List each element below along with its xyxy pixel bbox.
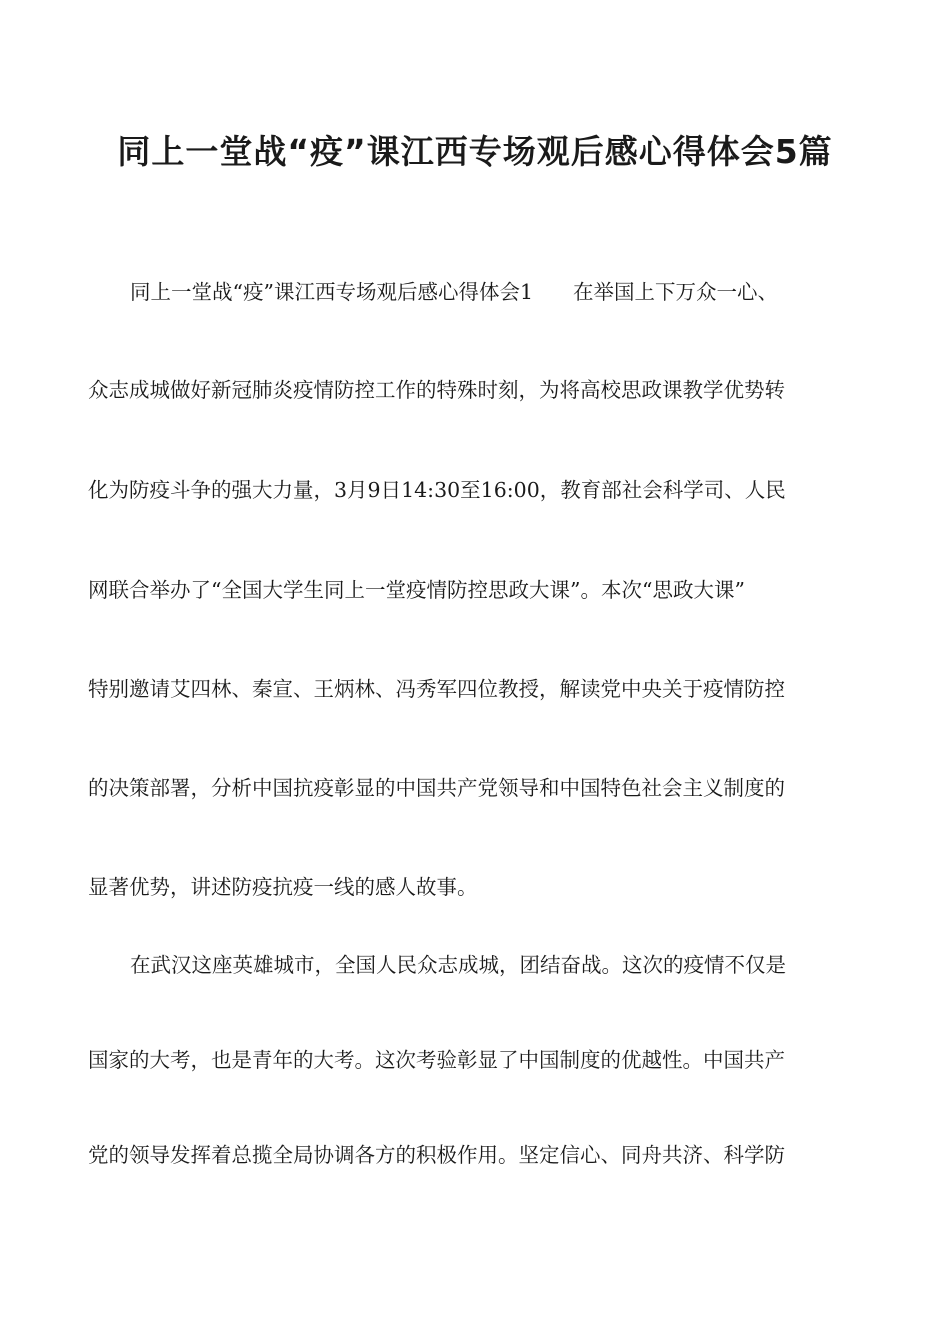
paragraph-1-line-5: 特别邀请艾四林、秦宣、王炳林、冯秀军四位教授，解读党中央关于疫情防控 — [88, 677, 785, 701]
paragraph-1-line-2: 众志成城做好新冠肺炎疫情防控工作的特殊时刻，为将高校思政课教学优势转 — [88, 378, 785, 402]
paragraph-1-line-7: 显著优势，讲述防疫抗疫一线的感人故事。 — [88, 875, 478, 899]
paragraph-1-line-1: 在举国上下万众一心、 — [573, 280, 779, 304]
paragraph-1-heading: 同上一堂战“疫”课江西专场观后感心得体会1 — [130, 280, 534, 304]
paragraph-1-line-6: 的决策部署，分析中国抗疫彰显的中国共产党领导和中国特色社会主义制度的 — [88, 776, 785, 800]
paragraph-2-line-2: 国家的大考，也是青年的大考。这次考验彰显了中国制度的优越性。中国共产 — [88, 1048, 785, 1072]
paragraph-2-line-1: 在武汉这座英雄城市，全国人民众志成城，团结奋战。这次的疫情不仅是 — [130, 953, 786, 977]
paragraph-1-line-3: 化为防疫斗争的强大力量，3月9日14:30至16:00，教育部社会科学司、人民 — [88, 478, 786, 502]
paragraph-2-line-3: 党的领导发挥着总揽全局协调各方的积极作用。坚定信心、同舟共济、科学防 — [88, 1143, 785, 1167]
paragraph-1-first-line — [130, 277, 910, 307]
document-title: 同上一堂战“疫”课江西专场观后感心得体会5篇 — [117, 132, 833, 171]
paragraph-1-line-4: 网联合举办了“全国大学生同上一堂疫情防控思政大课”。本次“思政大课” — [88, 578, 745, 602]
